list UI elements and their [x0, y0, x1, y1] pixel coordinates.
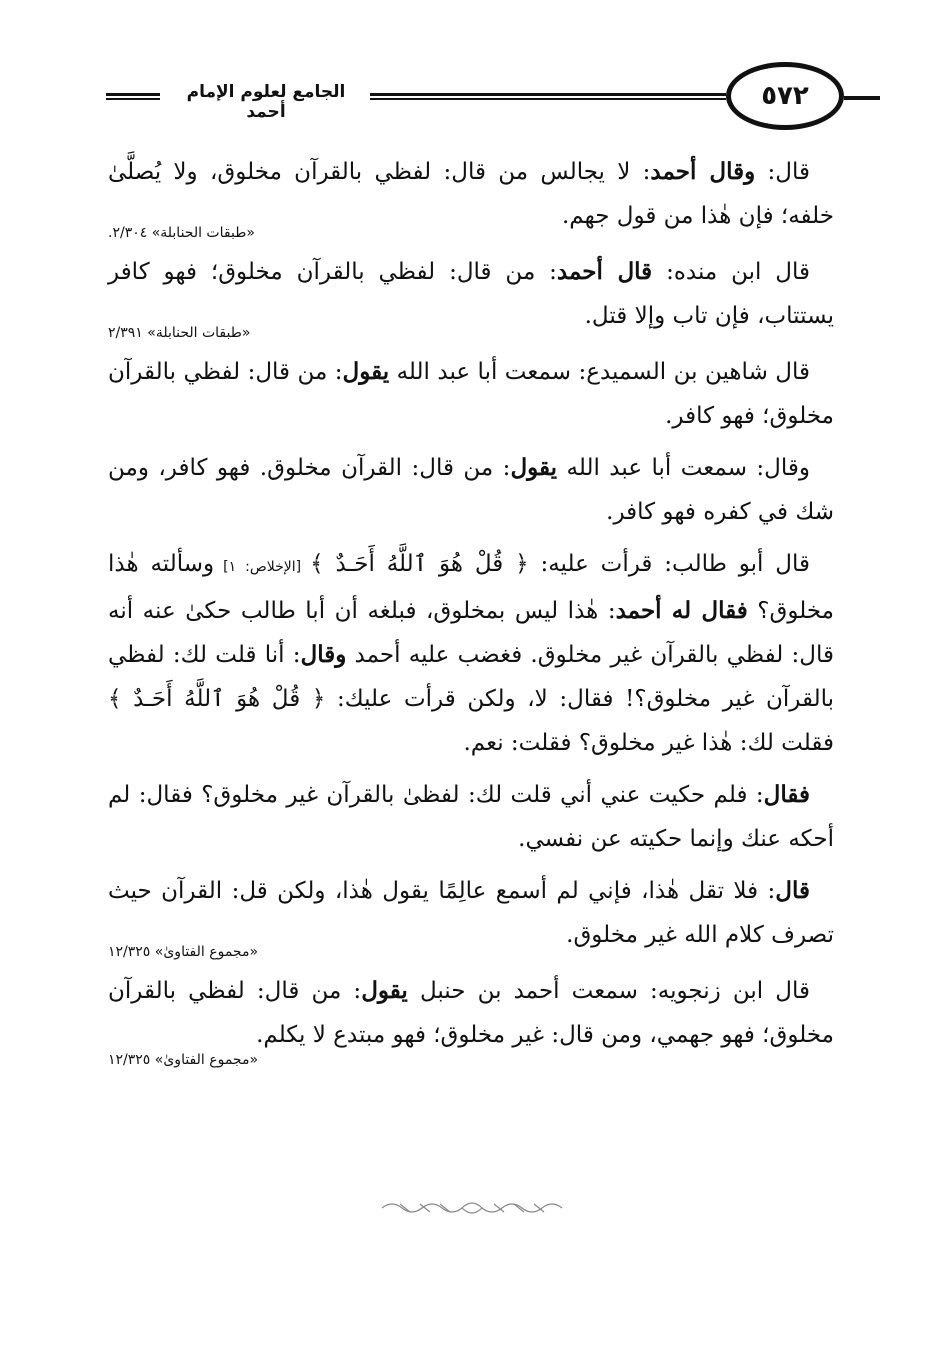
bold-text: يقول — [342, 358, 390, 385]
source-citation: «مجموع الفتاوىٰ» ١٢/٣٢٥ — [108, 944, 259, 960]
paragraph-zanjawayh — [108, 969, 834, 1057]
header-rule — [106, 98, 160, 100]
bold-text: وقال أحمد — [650, 158, 756, 185]
text: قال شاهين بن السميدع: سمعت أبا عبد الله — [389, 359, 810, 385]
source-citation: «طبقات الحنابلة» ٢/٣٠٤. — [108, 225, 255, 241]
text: : فلم حكيت عني أني قلت لك: لفظىٰ بالقرآن غير مخلوق؟ فقال: لم أحكه عنك وإنما حكيته عن نفسي. — [108, 782, 834, 852]
text: وسألته هٰذا مخلوق؟ — [108, 551, 834, 624]
paragraph-3 — [108, 350, 834, 438]
page-body — [108, 150, 834, 1077]
bold-text: فقال له أحمد — [615, 597, 748, 624]
source-citation: «طبقات الحنابلة» ٢/٣٩١ — [108, 325, 251, 341]
text: : فلا تقل هٰذا، فإني لم أسمع عالِمًا يقول هٰذا، ولكن قل: القرآن حيث تصرف كلام الله غير مخلوق. — [108, 878, 834, 948]
header-rule-right — [844, 96, 880, 100]
running-title: الجامع لعلوم الإمام أحمد — [186, 82, 346, 122]
text: : من قال: القرآن مخلوق. فهو كافر، ومن شك في كفره فهو كافر. — [108, 455, 834, 525]
quran-verse: ﴿ قُلْ هُوَ ٱللَّهُ أَحَـدٌ ﴾ — [310, 551, 529, 577]
text: قال أبو طالب: قرأت عليه: — [528, 551, 811, 577]
text: : أنا قلت لك: لفظي بالقرآن غير مخلوق؟! فقال: لا، ولكن قرأت عليك: — [108, 642, 835, 712]
paragraph-abu-talib — [108, 542, 834, 765]
bold-text: فقال — [763, 781, 810, 808]
bold-text: وقال — [300, 641, 347, 668]
page-header — [100, 62, 835, 134]
text: فقلت لك: هٰذا غير مخلوق؟ فقلت: نعم. — [463, 730, 834, 756]
text: قال ابن منده: — [652, 259, 810, 285]
paragraph-faqal — [108, 773, 834, 861]
text: قال ابن زنجويه: سمعت أحمد بن حنبل — [407, 978, 810, 1004]
text: قال: — [755, 159, 810, 185]
quran-verse: ﴿ قُلْ هُوَ ٱللَّهُ أَحَـدٌ ﴾ — [108, 686, 326, 712]
ayah-reference: [الإخلاص: ١] — [214, 559, 311, 575]
text: : من قال: لفظي بالقرآن مخلوق؛ فهو كافر يستتاب، فإن تاب وإلا قتل. — [108, 259, 834, 329]
header-rule — [370, 98, 726, 100]
page-number: ٥٧٢ — [726, 62, 844, 130]
text: : هٰذا ليس بمخلوق، فبلغه أن أبا طالب حكىٰ عنه أنه قال: لفظي بالقرآن غير مخلوق. فغضب عليه أحمد — [108, 598, 834, 668]
source-citation: «مجموع الفتاوىٰ» ١٢/٣٢٥ — [108, 1052, 259, 1068]
bold-text: يقول — [510, 454, 558, 481]
bold-text: قال أحمد — [556, 258, 653, 285]
text: : من قال: لفظي بالقرآن مخلوق؛ فهو كافر. — [108, 359, 834, 429]
header-rule — [106, 93, 160, 96]
header-rule — [370, 93, 726, 96]
text: : من قال: لفظي بالقرآن مخلوق؛ فهو جهمي، ومن قال: غير مخلوق؛ فهو مبتدع لا يكلم. — [108, 978, 834, 1048]
ornament-divider — [380, 1198, 564, 1218]
text: وقال: سمعت أبا عبد الله — [557, 455, 810, 481]
bold-text: قال — [775, 877, 810, 904]
bold-text: يقول — [361, 977, 408, 1004]
text: : لا يجالس من قال: لفظي بالقرآن مخلوق، ولا يُصلَّىٰ خلفه؛ فإن هٰذا من قول جهم. — [108, 159, 834, 229]
paragraph-4 — [108, 446, 834, 534]
